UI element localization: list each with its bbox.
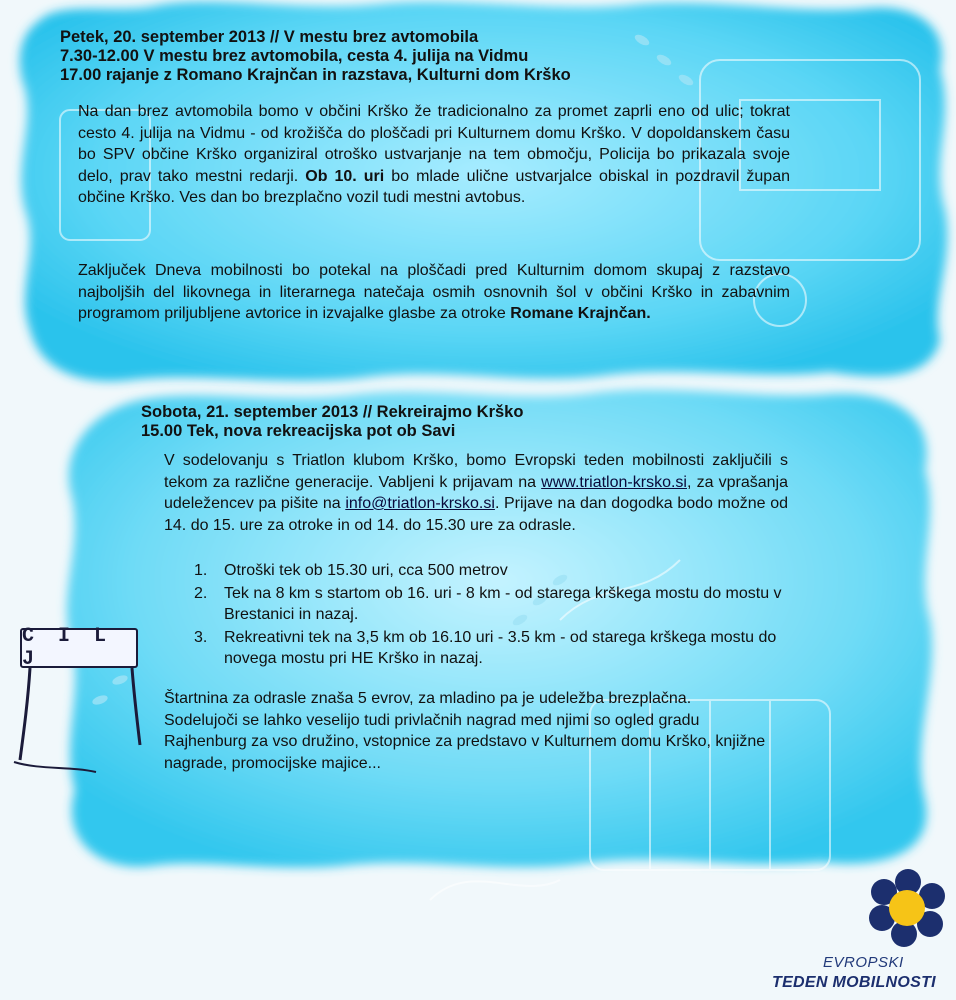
- saturday-paragraph-1: [164, 450, 788, 536]
- logo-line-1: EVROPSKI: [823, 954, 904, 971]
- list-item-number: 2.: [194, 585, 208, 602]
- friday-p1-text-b: bo mlade ulične ustvarjalce obiskal in pozdravil župan občine Krško. Ves dan bo brezplačno vozil tudi mestni avtobus.: [78, 167, 790, 206]
- friday-p1-bold: Ob 10. uri: [305, 167, 385, 185]
- friday-p2-text: Zaključek Dneva mobilnosti bo potekal na ploščadi pred Kulturnim domom skupaj z razstavo najboljših del likovnega in literarnega natečaja osmih osnovnih šol v občini Krško in zabavnim programom priljubljene avtorice in izvajalke glasbe za otroke: [78, 262, 790, 322]
- list-item-number: 1.: [194, 562, 208, 579]
- saturday-paragraph-2: [164, 688, 804, 774]
- saturday-p1-text-b: , za vprašanja udeležencev pa pišite na: [164, 473, 789, 512]
- friday-p2-bold: Romane Krajnčan.: [510, 305, 651, 322]
- friday-title: Petek, 20. september 2013 // V mestu brez avtomobila: [60, 28, 479, 46]
- friday-section: [60, 28, 800, 85]
- friday-p1-text-a: Na dan brez avtomobila bomo v občini Krško že tradicionalno za promet zaprli eno od ulic; tokrat cesto 4. julija na Vidmu - od krožišča do ploščadi pri Kulturnem domu Krško. V dopoldanskem času bo SPV občine Krško organiziral otroško ustvarjanje na tem območju, Policija bo prikazala svoje delo, prav tako mestni redarji.: [78, 103, 790, 185]
- entry-fee-text: Štartnina za odrasle znaša 5 evrov, za mladino pa je udeležba brezplačna.: [164, 690, 692, 707]
- list-item: [194, 627, 804, 669]
- friday-paragraph-1: [78, 101, 790, 209]
- list-item-text: Rekreativni tek na 3,5 km ob 16.10 uri - 3.5 km - od starega krškega mostu do novega mostu pri HE Krško in nazaj.: [224, 629, 777, 667]
- triatlon-website-link[interactable]: www.triatlon-krsko.si: [541, 473, 687, 491]
- saturday-time: 15.00 Tek, nova rekreacijska pot ob Savi: [141, 422, 456, 440]
- list-item: [194, 560, 804, 581]
- friday-time-1: 7.30-12.00 V mestu brez avtomobila, cesta 4. julija na Vidmu: [60, 47, 529, 65]
- prizes-text: Sodelujoči se lahko veselijo tudi privlačnih nagrad med njimi so ogled gradu Rajhenburg za vso družino, vstopnice za predstavo v Kulturnem domu Krško, knjižne nagrade, promocijske majice...: [164, 711, 766, 772]
- friday-time-2: 17.00 rajanje z Romano Krajnčan in razstava, Kulturni dom Krško: [60, 66, 571, 84]
- friday-paragraph-2: [78, 260, 790, 325]
- saturday-p1-text-c: . Prijave na dan dogodka bodo možne od 14. do 15. ure za otroke in od 14. do 15.30 ure za odrasle.: [164, 495, 788, 534]
- saturday-p1-text-a: V sodelovanju s Triatlon klubom Krško, bomo Evropski teden mobilnosti zaključili s tekom za različne generacije. Vabljeni k prijavam na: [164, 452, 788, 491]
- flower-logo-icon: [866, 868, 950, 952]
- list-item-text: Tek na 8 km s startom ob 16. uri - 8 km - od starega krškega mostu do mostu v Brestanici in nazaj.: [224, 585, 782, 623]
- saturday-title: Sobota, 21. september 2013 // Rekreirajmo Krško: [141, 403, 524, 421]
- saturday-section: [141, 403, 821, 441]
- list-item: [194, 583, 804, 625]
- finish-sign: C I L J: [20, 628, 138, 668]
- list-item-number: 3.: [194, 629, 208, 646]
- list-item-text: Otroški tek ob 15.30 uri, cca 500 metrov: [224, 562, 508, 579]
- run-events-list: [194, 560, 804, 671]
- triatlon-email-link[interactable]: info@triatlon-krsko.si: [345, 495, 495, 512]
- logo-line-2: TEDEN MOBILNOSTI: [772, 974, 936, 991]
